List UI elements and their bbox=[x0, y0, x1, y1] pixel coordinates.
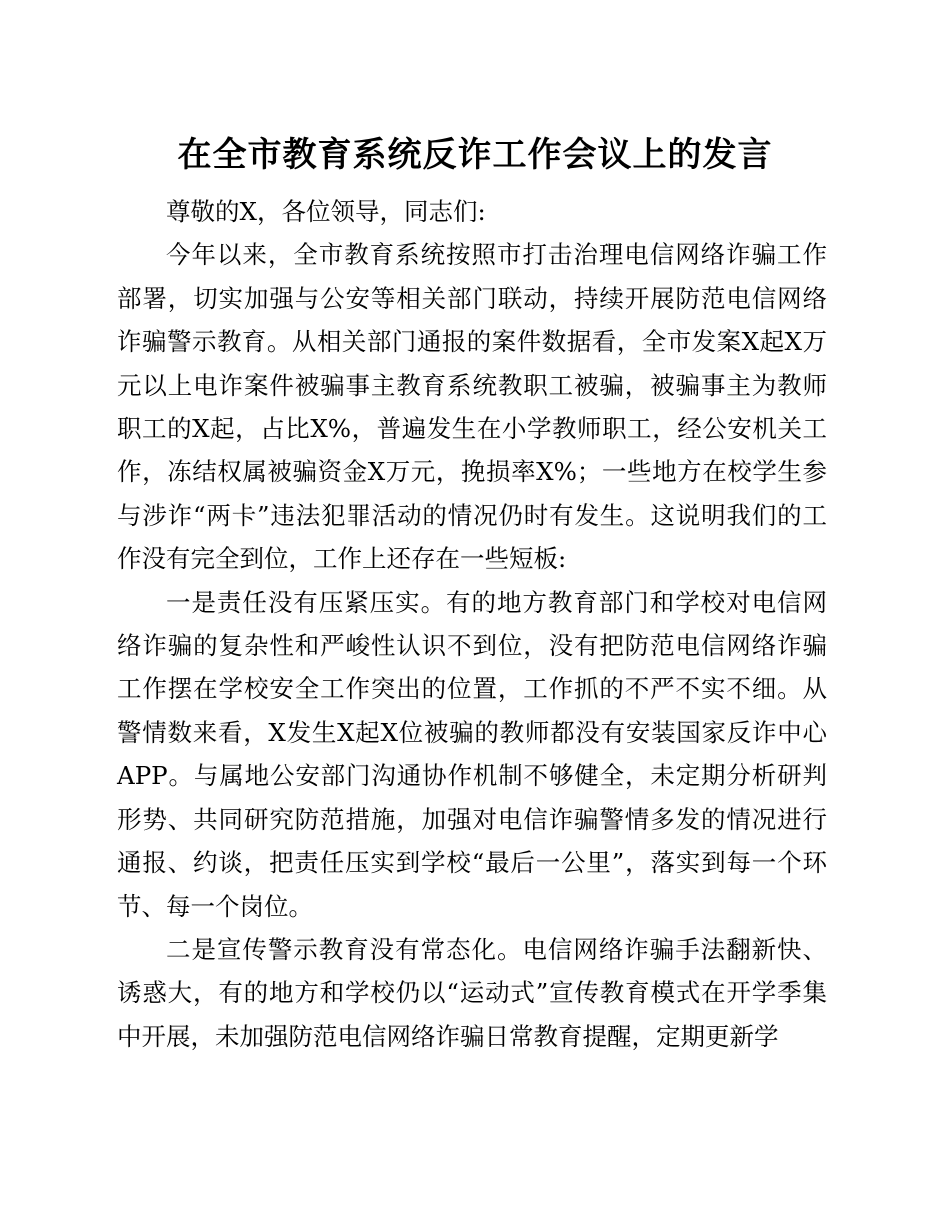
point-two-paragraph: 二是宣传警示教育没有常态化。电信网络诈骗手法翻新快、诱惑大，有的地方和学校仍以“运动式”宣传教育模式在开学季集中开展，未加强防范电信网络诈骗日常教育提醒，定期更新学 bbox=[117, 934, 827, 1051]
document-body bbox=[117, 190, 827, 1058]
document-title: 在全市教育系统反诈工作会议上的发言 bbox=[177, 135, 773, 175]
salutation-paragraph: 尊敬的X，各位领导，同志们: bbox=[166, 197, 486, 226]
intro-paragraph: 今年以来，全市教育系统按照市打击治理电信网络诈骗工作部署，切实加强与公安等相关部门联动，持续开展防范电信网络诈骗警示教育。从相关部门通报的案件数据看，全市发案X起X万元以上电诈案件被骗事主教育系统教职工被骗，被骗事主为教师职工的X起，占比X%，普遍发生在小学教师职工，经公安机关工作，冻结权属被骗资金X万元，挽损率X%；一些地方在校学生参与涉诈“两卡”违法犯罪活动的情况仍时有发生。这说明我们的工作没有完全到位，工作上还存在一些短板: bbox=[117, 240, 827, 574]
point-one-paragraph: 一是责任没有压紧压实。有的地方教育部门和学校对电信网络诈骗的复杂性和严峻性认识不到位，没有把防范电信网络诈骗工作摆在学校安全工作突出的位置，工作抓的不严不实不细。从警情数来看，X发生X起X位被骗的教师都没有安装国家反诈中心APP。与属地公安部门沟通协作机制不够健全，未定期分析研判形势、共同研究防范措施，加强对电信诈骗警情多发的情况进行通报、约谈，把责任压实到学校“最后一公里”，落实到每一个环节、每一个岗位。 bbox=[117, 587, 827, 921]
